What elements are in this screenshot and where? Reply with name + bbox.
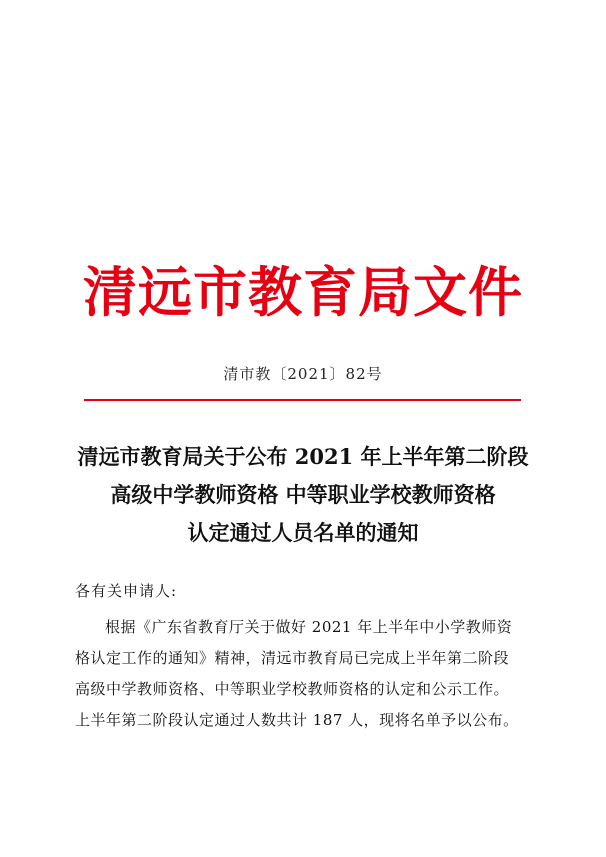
body-line: 根据《广东省教育厅关于做好 2021 年上半年中小学教师资 (105, 618, 513, 636)
body-line: 上半年第二阶段认定通过人数共计 187 人，现将名单予以公布。 (75, 711, 519, 729)
body-paragraph (75, 612, 535, 736)
salutation: 各有关申请人: (75, 582, 178, 600)
notice-title (40, 438, 566, 552)
notice-title-line: 认定通过人员名单的通知 (187, 520, 419, 545)
body-line: 格认定工作的通知》精神，清远市教育局已完成上半年第二阶段 (75, 649, 510, 667)
notice-title-line: 清远市教育局关于公布 2021 年上半年第二阶段 (77, 444, 529, 469)
issuing-authority-header: 清远市教育局文件 (83, 260, 523, 324)
document-number: 清市教〔2021〕82号 (223, 365, 383, 383)
notice-title-line: 高级中学教师资格 中等职业学校教师资格 (110, 482, 496, 507)
red-divider-line (84, 399, 521, 401)
body-line: 高级中学教师资格、中等职业学校教师资格的认定和公示工作。 (75, 680, 510, 698)
